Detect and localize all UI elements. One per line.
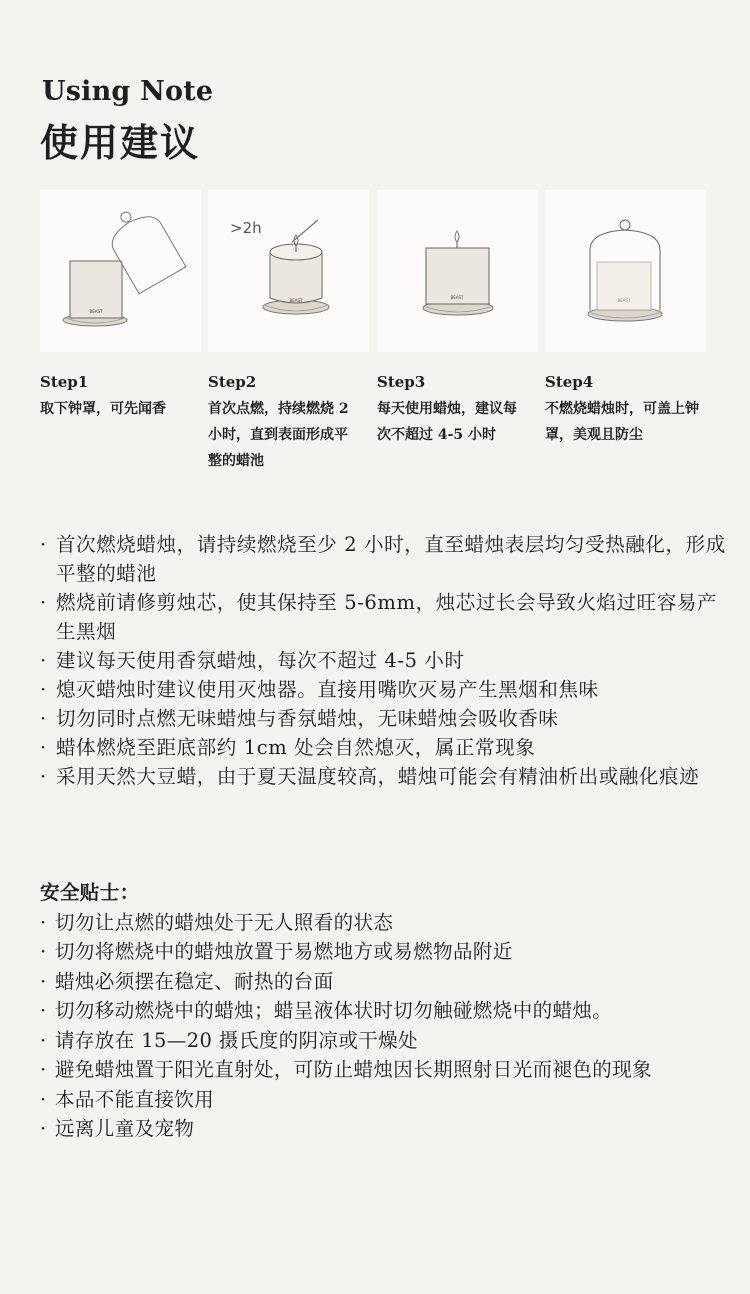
candle-label: BEAST [450,295,464,300]
safety-item: · 请存放在 15—20 摄氏度的阴凉或干燥处 [40,1026,740,1056]
note-item: · 首次燃烧蜡烛，请持续燃烧至少 2 小时，直至蜡烛表层均匀受热融化，形成平整的蜡池 [40,530,730,588]
step2-image [208,190,369,352]
candle-label: BEAST [289,298,303,303]
candle-label: BEAST [89,309,103,314]
safety-tips [40,878,740,1144]
title-english: Using Note [42,76,214,107]
note-item: · 采用天然大豆蜡，由于夏天温度较高，蜡烛可能会有精油析出或融化痕迹 [40,762,730,791]
step3-desc: 每天使用蜡烛，建议每次不超过 4-5 小时 [377,401,517,443]
step1-desc: 取下钟罩，可先闻香 [40,401,166,417]
bell-jar-illustration [545,190,706,352]
step4-text [545,371,710,448]
step1-title: Step1 [40,373,89,391]
lighting-illustration [208,190,369,352]
step2-text [208,371,373,474]
sketch-note-2h: >2h [230,219,262,237]
step4-title: Step4 [545,373,594,391]
safety-item: · 蜡烛必须摆在稳定、耐热的台面 [40,967,740,997]
usage-notes-list [40,530,730,791]
step3-image [377,190,538,352]
safety-item: · 远离儿童及宠物 [40,1114,740,1144]
burning-candle-illustration [377,190,538,352]
note-item: · 燃烧前请修剪烛芯，使其保持至 5-6mm，烛芯过长会导致火焰过旺容易产生黑烟 [40,588,730,646]
safety-item: · 切勿移动燃烧中的蜡烛；蜡呈液体状时切勿触碰燃烧中的蜡烛。 [40,996,740,1026]
step1-image [40,190,201,352]
step4-image [545,190,706,352]
step2-title: Step2 [208,373,257,391]
step3-title: Step3 [377,373,426,391]
lid-removal-illustration [40,190,201,352]
safety-item: · 切勿让点燃的蜡烛处于无人照看的状态 [40,908,740,938]
safety-title: 安全贴士： [40,881,140,904]
step1-text [40,371,205,422]
step2-desc: 首次点燃，持续燃烧 2 小时，直到表面形成平整的蜡池 [208,401,349,469]
note-item: · 蜡体燃烧至距底部约 1cm 处会自然熄灭，属正常现象 [40,733,730,762]
note-item: · 熄灭蜡烛时建议使用灭烛器。直接用嘴吹灭易产生黑烟和焦味 [40,675,730,704]
safety-item: · 切勿将燃烧中的蜡烛放置于易燃地方或易燃物品附近 [40,937,740,967]
title-chinese: 使用建议 [40,120,201,165]
step4-desc: 不燃烧蜡烛时，可盖上钟罩，美观且防尘 [545,401,699,443]
note-item: · 切勿同时点燃无味蜡烛与香氛蜡烛，无味蜡烛会吸收香味 [40,704,730,733]
step3-text [377,371,542,448]
safety-item: · 避免蜡烛置于阳光直射处，可防止蜡烛因长期照射日光而褪色的现象 [40,1055,740,1085]
note-item: · 建议每天使用香氛蜡烛，每次不超过 4-5 小时 [40,646,730,675]
safety-item: · 本品不能直接饮用 [40,1085,740,1115]
